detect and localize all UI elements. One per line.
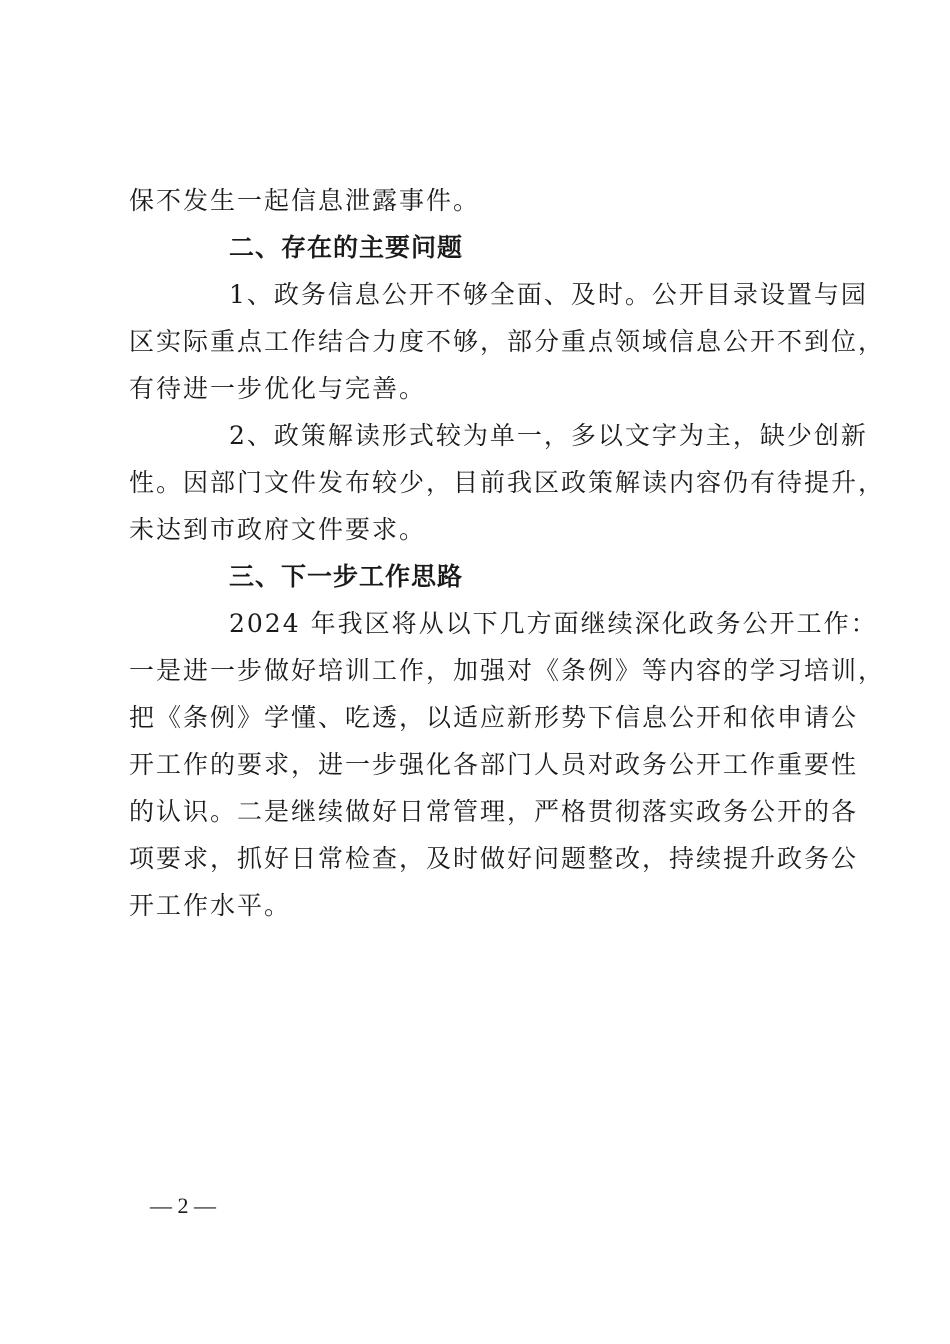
paragraph-line: 一是进一步做好培训工作，加强对《条例》等内容的学习培训， [129, 656, 886, 685]
paragraph-line: 2、政策解读形式较为单一，多以文字为主，缺少创新 [229, 421, 868, 450]
paragraph-line: 的认识。二是继续做好日常管理，严格贯彻落实政务公开的各 [129, 797, 859, 826]
paragraph-line: 开工作的要求，进一步强化各部门人员对政务公开工作重要性 [129, 750, 859, 779]
paragraph-line: 区实际重点工作结合力度不够，部分重点领域信息公开不到位， [129, 327, 886, 356]
paragraph-line: 开工作水平。 [129, 891, 292, 920]
paragraph-line: 保不发生一起信息泄露事件。 [129, 186, 481, 215]
paragraph-line: 未达到市政府文件要求。 [129, 515, 427, 544]
section-heading-problems: 二、存在的主要问题 [229, 233, 464, 262]
paragraph-line: 性。因部门文件发布较少，目前我区政策解读内容仍有待提升， [129, 468, 886, 497]
paragraph-line: 2024 年我区将从以下几方面继续深化政务公开工作： [229, 609, 878, 638]
paragraph-line: 有待进一步优化与完善。 [129, 374, 427, 403]
paragraph-line: 1、政务信息公开不够全面、及时。公开目录设置与园 [229, 280, 868, 309]
section-heading-next-steps: 三、下一步工作思路 [229, 562, 464, 591]
paragraph-line: 把《条例》学懂、吃透，以适应新形势下信息公开和依申请公 [129, 703, 859, 732]
page-number: — 2 — [150, 1193, 216, 1218]
paragraph-line: 项要求，抓好日常检查，及时做好问题整改，持续提升政务公 [129, 844, 859, 873]
